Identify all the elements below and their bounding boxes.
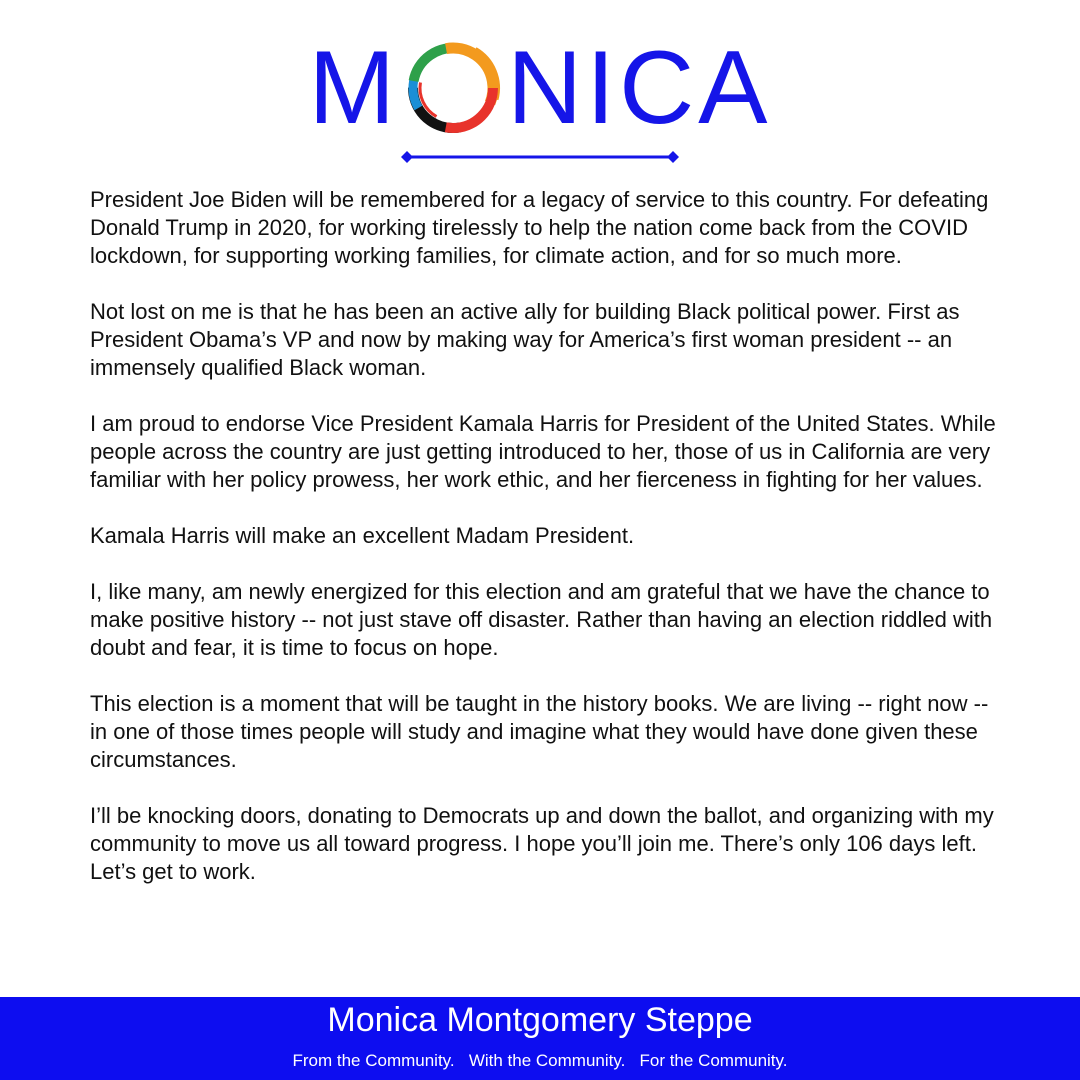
logo-letter-m: M xyxy=(308,30,400,146)
paragraph: I’ll be knocking doors, donating to Democrats up and down the ballot, and organizing with my community to move us all toward progress. I hope you’ll join me. There’s only 106 days left. Let’s get to work. xyxy=(90,803,994,884)
paragraph: I am proud to endorse Vice President Kamala Harris for President of the United States. While people across the country are just getting introduced to her, those of us in California are very familiar with her policy prowess, her work ethic, and her fierceness in fighting for her values. xyxy=(90,411,996,492)
footer-tagline: From the Community. With the Community. For the Community. xyxy=(292,1051,788,1070)
paragraph: Kamala Harris will make an excellent Madam President. xyxy=(90,523,635,548)
paragraph: I, like many, am newly energized for this election and am grateful that we have the chance to make positive history -- not just stave off disaster. Rather than having an election riddled with doubt and fear, it is time to focus on hope. xyxy=(90,579,993,660)
divider-rule xyxy=(400,150,680,164)
logo-wordmark xyxy=(308,30,772,146)
footer-banner xyxy=(0,997,1080,1080)
paragraph: This election is a moment that will be taught in the history books. We are living -- right now -- in one of those times people will study and imagine what they would have done given these circumstances. xyxy=(90,691,989,772)
logo xyxy=(0,28,1080,148)
paragraph: President Joe Biden will be remembered for a legacy of service to this country. For defeating Donald Trump in 2020, for working tirelessly to help the nation come back from the COVID lockdown, for supporting working families, for climate action, and for so much more. xyxy=(90,187,989,268)
logo-letters-nica: NICA xyxy=(507,30,772,146)
statement-body xyxy=(90,186,1000,914)
footer-name: Monica Montgomery Steppe xyxy=(327,1001,753,1039)
paragraph: Not lost on me is that he has been an active ally for building Black political power. First as President Obama’s VP and now by making way for America’s first woman president -- an immensely qualified Black woman. xyxy=(90,299,960,380)
logo-ring-icon xyxy=(403,38,503,138)
